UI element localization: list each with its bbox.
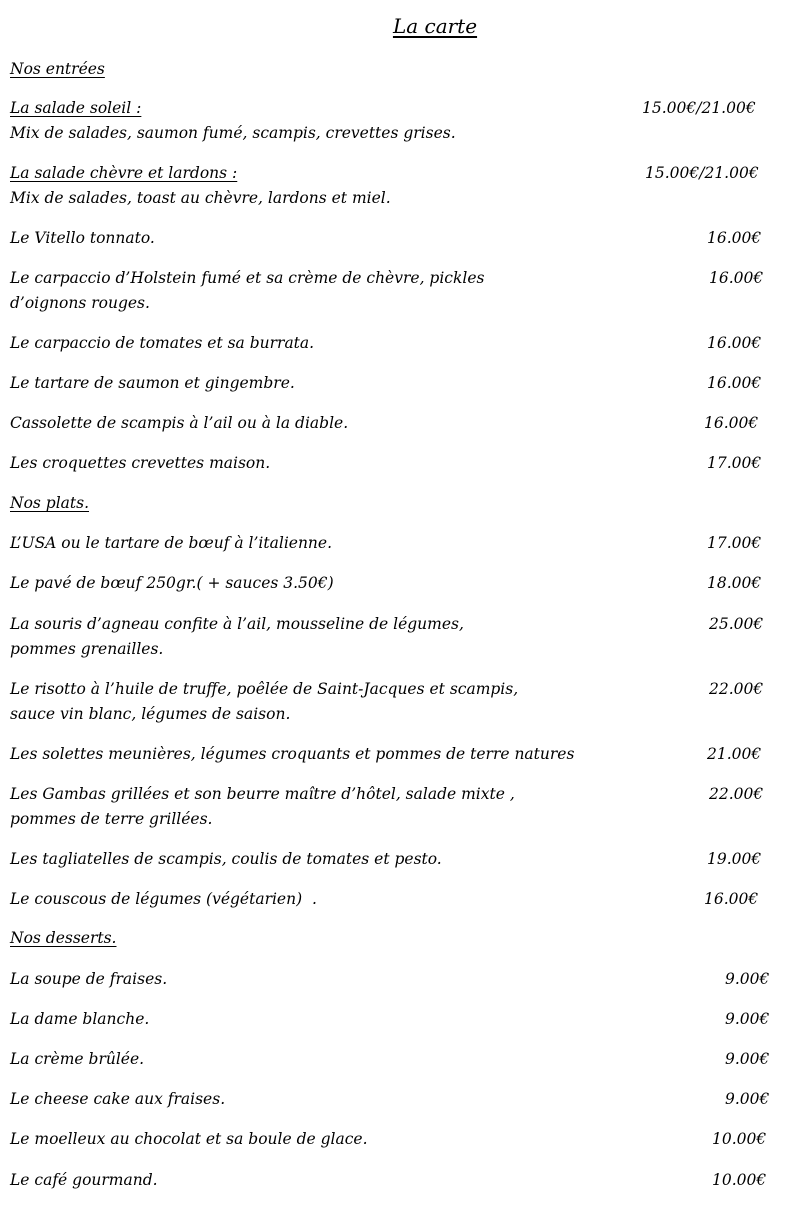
item-price: 16.00€ (704, 890, 759, 908)
item-price: 10.00€ (712, 1171, 767, 1189)
page-title: La carte (392, 14, 478, 38)
item-name: L’USA ou le tartare de bœuf à l’italienne. (10, 534, 333, 552)
item-name: La crème brûlée. (10, 1050, 145, 1068)
item-price: 16.00€ (707, 334, 762, 352)
item-name: Le carpaccio de tomates et sa burrata. (10, 334, 315, 352)
item-name: Le risotto à l’huile de truffe, poêlée de Saint-Jacques et scampis, (10, 680, 519, 698)
menu-item (10, 742, 785, 767)
item-price: 19.00€ (707, 850, 762, 868)
item-name: Les Gambas grillées et son beurre maître d’hôtel, salade mixte , (10, 785, 515, 803)
menu-item (10, 451, 785, 476)
item-name: La souris d’agneau confite à l’ail, mousseline de légumes, (10, 615, 464, 633)
item-name: Le café gourmand. (10, 1171, 158, 1189)
item-price: 15.00€/21.00€ (642, 99, 756, 117)
item-description: pommes de terre grillées. (10, 810, 213, 828)
item-name: Cassolette de scampis à l’ail ou à la diable. (10, 414, 349, 432)
item-price: 9.00€ (725, 1090, 770, 1108)
item-name: La salade soleil : (10, 99, 142, 117)
menu-item (10, 371, 785, 396)
menu-item (10, 967, 785, 992)
menu-item (10, 677, 785, 727)
item-price: 22.00€ (709, 785, 764, 803)
item-price: 25.00€ (709, 615, 764, 633)
item-description: d’oignons rouges. (10, 294, 150, 312)
menu-item (10, 612, 785, 662)
item-price: 18.00€ (707, 574, 762, 592)
item-name: Le cheese cake aux fraises. (10, 1090, 226, 1108)
item-name: La salade chèvre et lardons : (10, 164, 238, 182)
item-price: 10.00€ (712, 1130, 767, 1148)
menu-item (10, 1127, 785, 1152)
menu-item (10, 782, 785, 832)
menu-item (10, 531, 785, 556)
item-price: 17.00€ (707, 534, 762, 552)
item-price: 9.00€ (725, 1050, 770, 1068)
item-name: La dame blanche. (10, 1010, 150, 1028)
item-name: Le couscous de légumes (végétarien) . (10, 890, 317, 908)
section-heading-plats: Nos plats. (10, 494, 90, 512)
menu-item (10, 226, 785, 251)
item-price: 16.00€ (707, 374, 762, 392)
item-price: 22.00€ (709, 680, 764, 698)
item-name: Les tagliatelles de scampis, coulis de tomates et pesto. (10, 850, 442, 868)
item-description: Mix de salades, toast au chèvre, lardons et miel. (10, 189, 391, 207)
menu-item (10, 96, 785, 146)
menu-item (10, 161, 785, 211)
menu-item (10, 411, 785, 436)
item-description: pommes grenailles. (10, 640, 164, 658)
menu-item (10, 571, 785, 596)
item-price: 16.00€ (704, 414, 759, 432)
item-price: 21.00€ (707, 745, 762, 763)
menu-item (10, 887, 785, 912)
menu-item (10, 331, 785, 356)
item-name: Le pavé de bœuf 250gr.( + sauces 3.50€) (10, 574, 334, 592)
item-name: Le Vitello tonnato. (10, 229, 155, 247)
item-description: Mix de salades, saumon fumé, scampis, crevettes grises. (10, 124, 456, 142)
menu-item (10, 1087, 785, 1112)
item-name: Le tartare de saumon et gingembre. (10, 374, 295, 392)
section-heading-entrees: Nos entrées (10, 60, 105, 78)
item-name: Les solettes meunières, légumes croquants et pommes de terre natures (10, 745, 575, 763)
item-name: Le carpaccio d’Holstein fumé et sa crème de chèvre, pickles (10, 269, 485, 287)
item-price: 16.00€ (707, 229, 762, 247)
item-name: Les croquettes crevettes maison. (10, 454, 271, 472)
item-price: 9.00€ (725, 1010, 770, 1028)
item-price: 16.00€ (709, 269, 764, 287)
item-description: sauce vin blanc, légumes de saison. (10, 705, 291, 723)
menu-item (10, 847, 785, 872)
menu-item (10, 1007, 785, 1032)
menu-item (10, 266, 785, 316)
item-name: Le moelleux au chocolat et sa boule de glace. (10, 1130, 368, 1148)
item-price: 17.00€ (707, 454, 762, 472)
menu-item (10, 1047, 785, 1072)
item-price: 9.00€ (725, 970, 770, 988)
section-heading-desserts: Nos desserts. (10, 929, 117, 947)
menu-item (10, 1168, 785, 1193)
item-name: La soupe de fraises. (10, 970, 168, 988)
item-price: 15.00€/21.00€ (645, 164, 759, 182)
